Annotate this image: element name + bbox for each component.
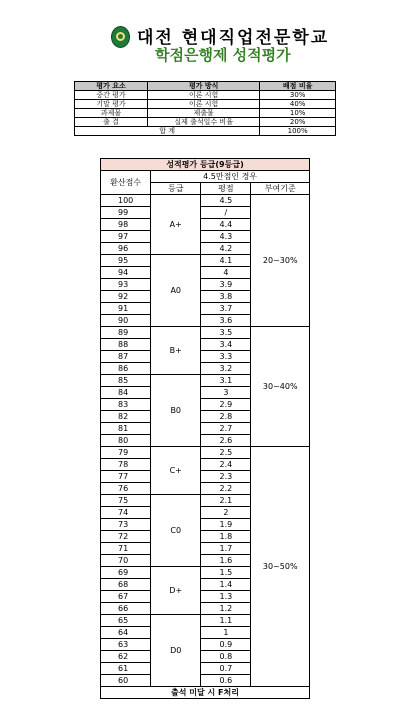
score-cell: 88 [101, 339, 151, 351]
grade-footer-note: 출석 미달 시 F처리 [101, 687, 310, 699]
point-cell: 1.3 [201, 591, 251, 603]
table-row [75, 100, 336, 109]
evaluation-table [74, 81, 336, 136]
point-cell: 0.7 [201, 663, 251, 675]
score-cell: 83 [101, 399, 151, 411]
point-cell: 4.1 [201, 255, 251, 267]
score-cell: 64 [101, 627, 151, 639]
grade-cell: B+ [151, 327, 201, 375]
point-cell: 4.3 [201, 231, 251, 243]
point-cell: 3.5 [201, 327, 251, 339]
grade-header: 등급 [151, 183, 201, 195]
point-cell: 0.8 [201, 651, 251, 663]
score-cell: 89 [101, 327, 151, 339]
point-cell: 2.2 [201, 483, 251, 495]
point-cell: 3 [201, 387, 251, 399]
cell-ratio: 20% [260, 118, 336, 127]
score-cell: 98 [101, 219, 151, 231]
total-value: 100% [260, 127, 336, 136]
score-cell: 85 [101, 375, 151, 387]
score-cell: 87 [101, 351, 151, 363]
score-cell: 91 [101, 303, 151, 315]
score-cell: 70 [101, 555, 151, 567]
point-cell: 1.2 [201, 603, 251, 615]
ratio-cell: 30~40% [251, 327, 310, 447]
score-cell: 68 [101, 579, 151, 591]
point-cell: 0.9 [201, 639, 251, 651]
score-cell: 94 [101, 267, 151, 279]
grade-cell: C0 [151, 495, 201, 567]
cell-element: 출 결 [75, 118, 148, 127]
table-row [101, 195, 310, 207]
point-cell: 2.6 [201, 435, 251, 447]
cell-ratio: 30% [260, 91, 336, 100]
score-cell: 71 [101, 543, 151, 555]
ratio-cell: 30~50% [251, 447, 310, 687]
score-cell: 75 [101, 495, 151, 507]
grade-cell: A0 [151, 255, 201, 327]
score-cell: 80 [101, 435, 151, 447]
cell-method: 실제 출석일수 비율 [148, 118, 260, 127]
page-subtitle: 학점은행제 성적평가 [155, 46, 291, 64]
point-cell: 1.6 [201, 555, 251, 567]
ratio-cell: 20~30% [251, 195, 310, 327]
scale-label: 4.5만점인 경우 [151, 171, 310, 183]
score-cell: 84 [101, 387, 151, 399]
point-cell: 1 [201, 627, 251, 639]
table-row [75, 109, 336, 118]
point-cell: 1.1 [201, 615, 251, 627]
score-cell: 61 [101, 663, 151, 675]
cell-element: 중간 평가 [75, 91, 148, 100]
point-cell: 2.4 [201, 459, 251, 471]
point-cell: 3.9 [201, 279, 251, 291]
score-cell: 69 [101, 567, 151, 579]
grade-table-title: 성적평가 등급(9등급) [101, 159, 310, 171]
score-cell: 86 [101, 363, 151, 375]
score-header: 환산점수 [101, 171, 151, 195]
point-cell: 2.3 [201, 471, 251, 483]
score-cell: 74 [101, 507, 151, 519]
point-cell: 2.9 [201, 399, 251, 411]
score-cell: 66 [101, 603, 151, 615]
cell-element: 기말 평가 [75, 100, 148, 109]
point-cell: 4 [201, 267, 251, 279]
grade-cell: D+ [151, 567, 201, 615]
point-cell: 4.5 [201, 195, 251, 207]
score-cell: 82 [101, 411, 151, 423]
score-cell: 72 [101, 531, 151, 543]
table-row [75, 118, 336, 127]
point-cell: 1.5 [201, 567, 251, 579]
cell-ratio: 10% [260, 109, 336, 118]
score-cell: 97 [101, 231, 151, 243]
grade-table [100, 158, 310, 699]
total-row [75, 127, 336, 136]
score-cell: 99 [101, 207, 151, 219]
total-label: 합 계 [75, 127, 260, 136]
score-cell: 62 [101, 651, 151, 663]
header-element: 평가 요소 [75, 82, 148, 91]
point-cell: 3.4 [201, 339, 251, 351]
point-cell: 1.4 [201, 579, 251, 591]
point-cell: 2.7 [201, 423, 251, 435]
score-cell: 73 [101, 519, 151, 531]
score-cell: 81 [101, 423, 151, 435]
point-cell: 1.8 [201, 531, 251, 543]
cell-method: 이론 시험 [148, 100, 260, 109]
point-cell: 3.8 [201, 291, 251, 303]
grade-cell: A+ [151, 195, 201, 255]
point-cell: 1.7 [201, 543, 251, 555]
school-title: 대전 현대직업전문학교 [137, 28, 330, 48]
score-cell: 95 [101, 255, 151, 267]
cell-element: 과제물 [75, 109, 148, 118]
point-cell: 3.7 [201, 303, 251, 315]
school-logo-icon [111, 26, 130, 48]
score-cell: 79 [101, 447, 151, 459]
score-cell: 60 [101, 675, 151, 687]
score-cell: 78 [101, 459, 151, 471]
score-cell: 90 [101, 315, 151, 327]
cell-method: 이론 시험 [148, 91, 260, 100]
grade-cell: C+ [151, 447, 201, 495]
grade-cell: D0 [151, 615, 201, 687]
point-cell: 3.3 [201, 351, 251, 363]
score-cell: 93 [101, 279, 151, 291]
grade-header-row [101, 171, 310, 183]
point-cell: 4.4 [201, 219, 251, 231]
point-cell: 3.2 [201, 363, 251, 375]
point-cell: 2.8 [201, 411, 251, 423]
score-cell: 65 [101, 615, 151, 627]
point-cell: 2.1 [201, 495, 251, 507]
score-cell: 67 [101, 591, 151, 603]
point-cell: 2 [201, 507, 251, 519]
ratio-header: 부여기준 [251, 183, 310, 195]
grade-table-title-row [101, 159, 310, 171]
point-cell: 3.1 [201, 375, 251, 387]
table-row [75, 91, 336, 100]
cell-method: 제출물 [148, 109, 260, 118]
score-cell: 76 [101, 483, 151, 495]
table-row [101, 327, 310, 339]
cell-ratio: 40% [260, 100, 336, 109]
score-cell: 100 [101, 195, 151, 207]
score-cell: 77 [101, 471, 151, 483]
point-cell: 0.6 [201, 675, 251, 687]
point-cell: 1.9 [201, 519, 251, 531]
point-cell: 2.5 [201, 447, 251, 459]
table-row [101, 447, 310, 459]
grade-cell: B0 [151, 375, 201, 447]
evaluation-header-row [75, 82, 336, 91]
point-header: 평점 [201, 183, 251, 195]
point-cell: 3.6 [201, 315, 251, 327]
point-cell: 4.2 [201, 243, 251, 255]
header-method: 평가 방식 [148, 82, 260, 91]
header-ratio: 배점 비율 [260, 82, 336, 91]
score-cell: 96 [101, 243, 151, 255]
grade-footer-row [101, 687, 310, 699]
score-cell: 63 [101, 639, 151, 651]
point-cell: / [201, 207, 251, 219]
score-cell: 92 [101, 291, 151, 303]
